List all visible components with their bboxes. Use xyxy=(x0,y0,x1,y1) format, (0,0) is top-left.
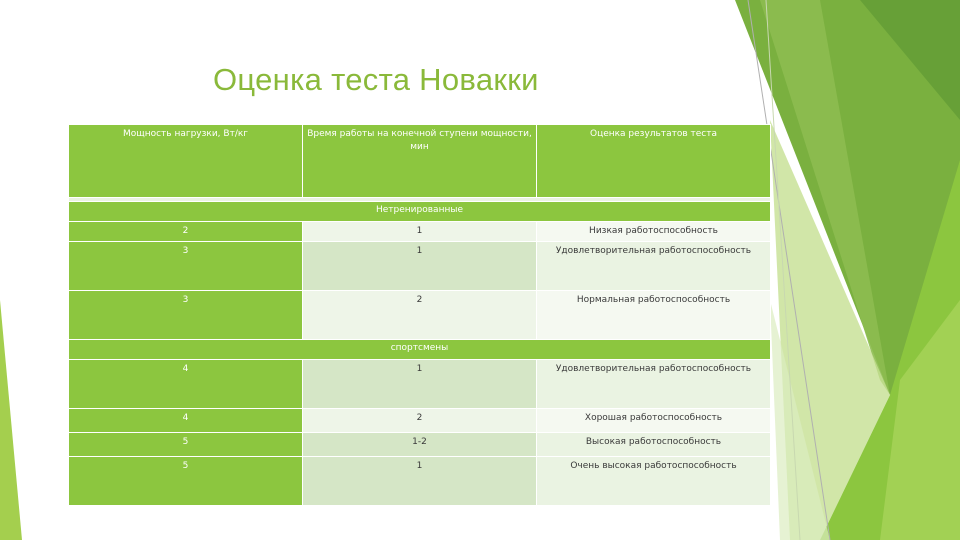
cell-power: 5 xyxy=(69,457,303,506)
header-result: Оценка результатов теста xyxy=(537,125,771,198)
cell-power: 4 xyxy=(69,360,303,409)
cell-time: 1 xyxy=(303,457,537,506)
header-time: Время работы на конечной ступени мощности, мин xyxy=(303,125,537,198)
group-row-untrained xyxy=(69,202,771,222)
cell-power: 3 xyxy=(69,242,303,291)
table-row xyxy=(69,360,771,409)
page-title: Оценка теста Новакки xyxy=(213,62,539,97)
cell-result: Нормальная работоспособность xyxy=(537,291,771,340)
cell-time: 2 xyxy=(303,409,537,433)
cell-result: Хорошая работоспособность xyxy=(537,409,771,433)
group-label-athletes: спортсмены xyxy=(69,340,771,360)
cell-time: 1 xyxy=(303,360,537,409)
cell-power: 4 xyxy=(69,409,303,433)
cell-result: Удовлетворительная работоспособность xyxy=(537,242,771,291)
table-row xyxy=(69,409,771,433)
novakki-table xyxy=(68,124,771,506)
cell-result: Удовлетворительная работоспособность xyxy=(537,360,771,409)
table-row xyxy=(69,222,771,242)
table-row xyxy=(69,291,771,340)
cell-time: 2 xyxy=(303,291,537,340)
header-power: Мощность нагрузки, Вт/кг xyxy=(69,125,303,198)
cell-time: 1 xyxy=(303,222,537,242)
group-row-athletes xyxy=(69,340,771,360)
cell-time: 1 xyxy=(303,242,537,291)
cell-result: Низкая работоспособность xyxy=(537,222,771,242)
cell-power: 2 xyxy=(69,222,303,242)
cell-power: 5 xyxy=(69,433,303,457)
table-row xyxy=(69,433,771,457)
table-row xyxy=(69,457,771,506)
group-label-untrained: Нетренированные xyxy=(69,202,771,222)
cell-power: 3 xyxy=(69,291,303,340)
table-header-row xyxy=(69,125,771,198)
cell-time: 1-2 xyxy=(303,433,537,457)
cell-result: Высокая работоспособность xyxy=(537,433,771,457)
table-row xyxy=(69,242,771,291)
cell-result: Очень высокая работоспособность xyxy=(537,457,771,506)
